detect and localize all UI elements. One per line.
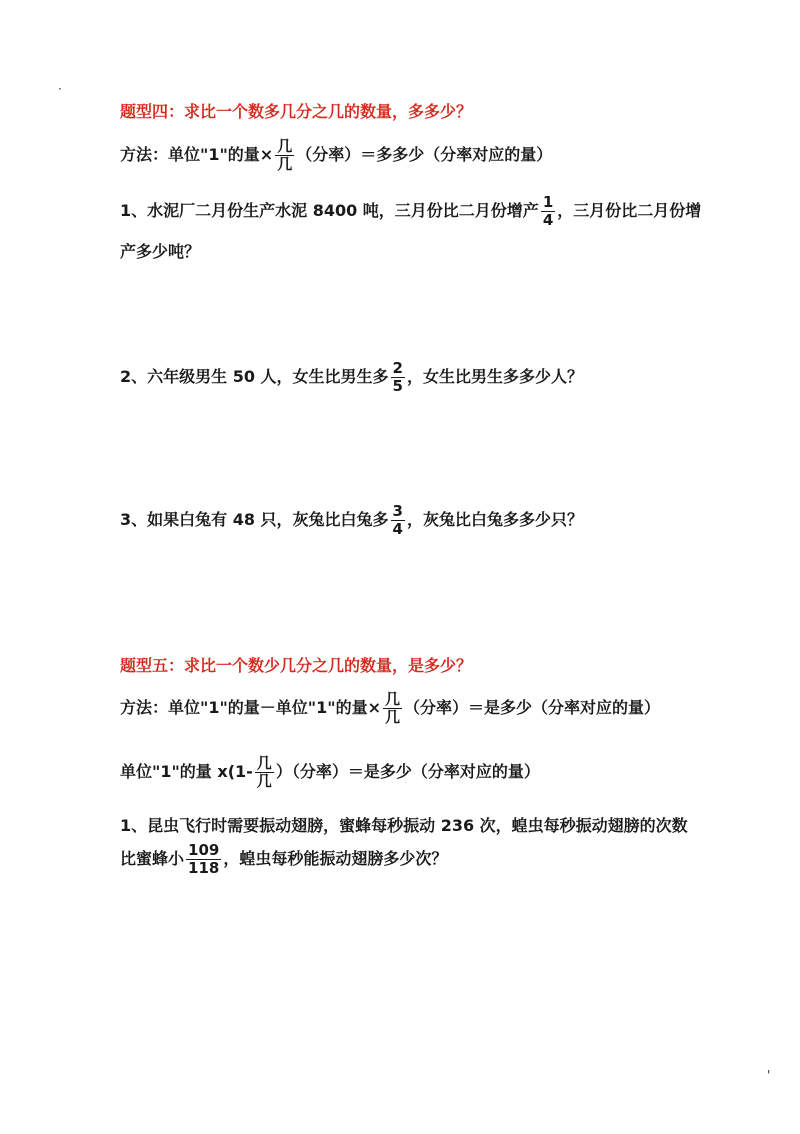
section5-q1-line1: 1、昆虫飞行时需要振动翅膀，蜜蜂每秒振动 236 次，蝗虫每秒振动翅膀的次数 <box>120 816 688 835</box>
fraction <box>255 755 274 790</box>
fraction <box>391 503 405 538</box>
fraction-numerator: 几 <box>256 754 272 772</box>
q1-text: 比蜜蜂小 <box>120 849 185 868</box>
method-prefix: 方法：单位"1"的量× <box>120 145 274 164</box>
fraction <box>186 842 221 877</box>
q3-text-cont: ，灰兔比白兔多多少只？ <box>406 510 583 529</box>
section5-q1-line2 <box>120 842 447 877</box>
section4-method <box>120 138 552 173</box>
section4-q3 <box>120 503 583 538</box>
q3-text: 3、如果白兔有 48 只，灰兔比白兔多 <box>120 510 389 529</box>
fraction <box>275 138 294 173</box>
scan-speck: · <box>58 82 62 96</box>
method-suffix: （分率）＝是多少（分率对应的量） <box>404 698 661 717</box>
section5-method2 <box>120 755 540 790</box>
method-suffix: （分率）＝多多少（分率对应的量） <box>296 145 553 164</box>
q2-text-cont: ，女生比男生多多少人？ <box>406 367 583 386</box>
fraction <box>541 194 555 229</box>
section4-q1-line2: 产多少吨？ <box>120 242 201 261</box>
q1-text: 1、水泥厂二月份生产水泥 8400 吨，三月份比二月份增产 <box>120 201 539 220</box>
section5-method1 <box>120 691 660 726</box>
method-prefix: 单位"1"的量 x(1- <box>120 762 253 781</box>
fraction-numerator: 几 <box>277 137 293 155</box>
fraction <box>383 691 402 726</box>
fraction-numerator: 3 <box>392 502 403 520</box>
q2-text: 2、六年级男生 50 人，女生比男生多 <box>120 367 389 386</box>
fraction-denominator: 5 <box>392 377 403 395</box>
method-prefix: 方法：单位"1"的量－单位"1"的量× <box>120 698 382 717</box>
fraction-denominator: 几 <box>385 708 401 726</box>
fraction-numerator: 几 <box>385 690 401 708</box>
fraction-denominator: 4 <box>392 520 403 538</box>
method-suffix: ）（分率）＝是多少（分率对应的量） <box>275 762 540 781</box>
fraction <box>391 360 405 395</box>
section4-q1 <box>120 194 701 229</box>
scan-speck: ' <box>767 1068 771 1082</box>
fraction-numerator: 1 <box>542 193 554 211</box>
fraction-denominator: 几 <box>277 155 293 173</box>
section5-title: 题型五：求比一个数少几分之几的数量，是多少？ <box>120 656 473 675</box>
section4-title: 题型四：求比一个数多几分之几的数量，多多少？ <box>120 102 473 121</box>
fraction-numerator: 109 <box>188 841 220 859</box>
fraction-denominator: 几 <box>256 772 272 790</box>
fraction-denominator: 118 <box>188 859 220 877</box>
q1-text-cont: ，三月份比二月份增 <box>557 201 702 220</box>
fraction-numerator: 2 <box>392 359 403 377</box>
section4-q2 <box>120 360 583 395</box>
q1-text-cont: ，蝗虫每秒能振动翅膀多少次？ <box>223 849 448 868</box>
fraction-denominator: 4 <box>542 211 554 229</box>
